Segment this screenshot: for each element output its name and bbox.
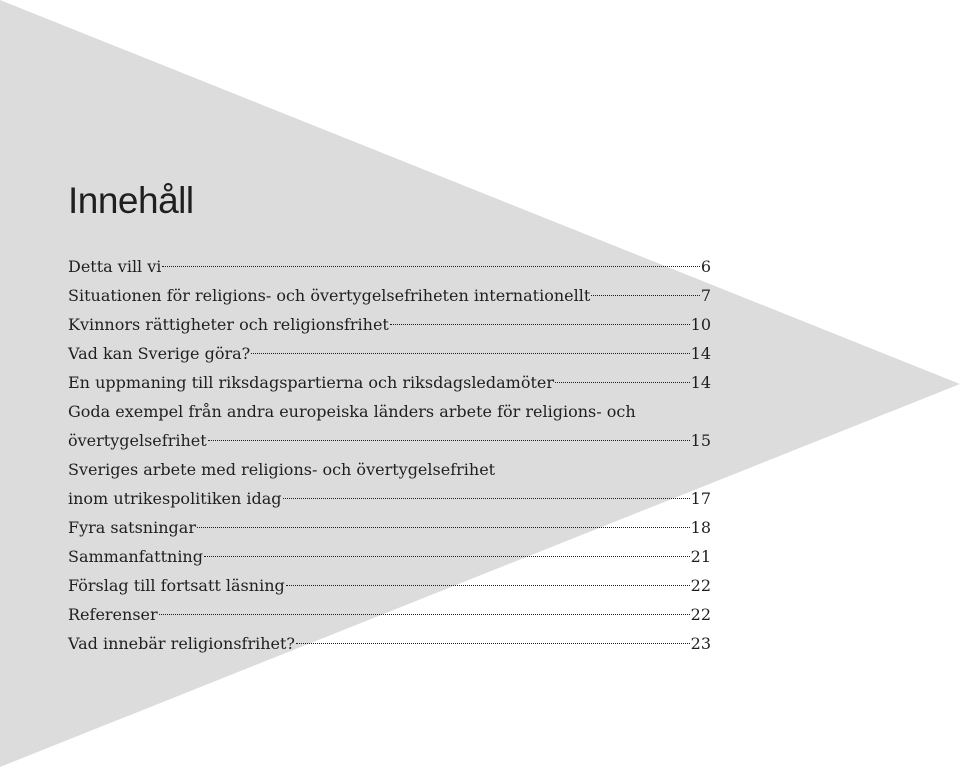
toc-entry[interactable] — [68, 252, 711, 281]
toc-entry-title: Sammanfattning — [68, 547, 203, 566]
toc-entry-line — [68, 339, 711, 368]
toc-page-number: 7 — [700, 286, 711, 305]
toc-entry-title: Kvinnors rättigheter och religionsfrihet — [68, 315, 389, 334]
table-of-contents — [68, 252, 711, 658]
toc-page-number: 17 — [690, 489, 711, 508]
toc-entry[interactable] — [68, 571, 711, 600]
toc-page-number: 10 — [690, 315, 711, 334]
toc-entry[interactable] — [68, 368, 711, 397]
toc-entry-title: Goda exempel från andra europeiska länders arbete för religions- och — [68, 402, 636, 421]
toc-entry[interactable] — [68, 542, 711, 571]
dot-leader — [159, 614, 690, 615]
toc-entry[interactable] — [68, 339, 711, 368]
toc-entry-title: Situationen för religions- och övertygelsefriheten internationellt — [68, 286, 591, 305]
dot-leader — [204, 556, 690, 557]
toc-page-number: 22 — [690, 576, 711, 595]
toc-page-number: 18 — [690, 518, 711, 537]
toc-entry-title: Vad innebär religionsfrihet? — [68, 634, 295, 653]
toc-page-number: 23 — [690, 634, 711, 653]
toc-entry-title: Referenser — [68, 605, 158, 624]
toc-entry-line — [68, 252, 711, 281]
toc-entry-title: övertygelsefrihet — [68, 431, 207, 450]
dot-leader — [390, 324, 690, 325]
toc-page-number: 15 — [690, 431, 711, 450]
toc-page-number: 21 — [690, 547, 711, 566]
toc-entry[interactable] — [68, 310, 711, 339]
toc-entry-line — [68, 542, 711, 571]
toc-entry-title: Förslag till fortsatt läsning — [68, 576, 285, 595]
toc-entry-line — [68, 455, 711, 484]
toc-entry-line — [68, 629, 711, 658]
toc-entry-line — [68, 484, 711, 513]
toc-entry-line — [68, 571, 711, 600]
toc-entry-line — [68, 310, 711, 339]
toc-entry-line — [68, 397, 711, 426]
toc-entry[interactable] — [68, 513, 711, 542]
toc-entry-line — [68, 281, 711, 310]
toc-page-number: 6 — [700, 257, 711, 276]
toc-entry[interactable] — [68, 455, 711, 513]
toc-entry-title: Fyra satsningar — [68, 518, 196, 537]
toc-entry[interactable] — [68, 629, 711, 658]
toc-entry[interactable] — [68, 600, 711, 629]
toc-entry-line — [68, 513, 711, 542]
toc-entry-title: Sveriges arbete med religions- och övertygelsefrihet — [68, 460, 496, 479]
toc-entry-title: Detta vill vi — [68, 257, 162, 276]
toc-entry-line — [68, 426, 711, 455]
toc-entry-line — [68, 600, 711, 629]
dot-leader — [208, 440, 690, 441]
page-title: Innehåll — [68, 180, 194, 221]
toc-entry[interactable] — [68, 397, 711, 455]
toc-entry-title: Vad kan Sverige göra? — [68, 344, 251, 363]
dot-leader — [591, 295, 700, 296]
dot-leader — [251, 353, 689, 354]
dot-leader — [283, 498, 690, 499]
toc-entry-title: inom utrikespolitiken idag — [68, 489, 282, 508]
toc-page-number: 14 — [690, 373, 711, 392]
toc-entry-title: En uppmaning till riksdagspartierna och riksdagsledamöter — [68, 373, 555, 392]
dot-leader — [162, 266, 699, 267]
toc-entry-line — [68, 368, 711, 397]
toc-page-number: 14 — [690, 344, 711, 363]
toc-page-number: 22 — [690, 605, 711, 624]
toc-entry[interactable] — [68, 281, 711, 310]
dot-leader — [197, 527, 690, 528]
dot-leader — [296, 643, 690, 644]
dot-leader — [555, 382, 690, 383]
dot-leader — [286, 585, 690, 586]
